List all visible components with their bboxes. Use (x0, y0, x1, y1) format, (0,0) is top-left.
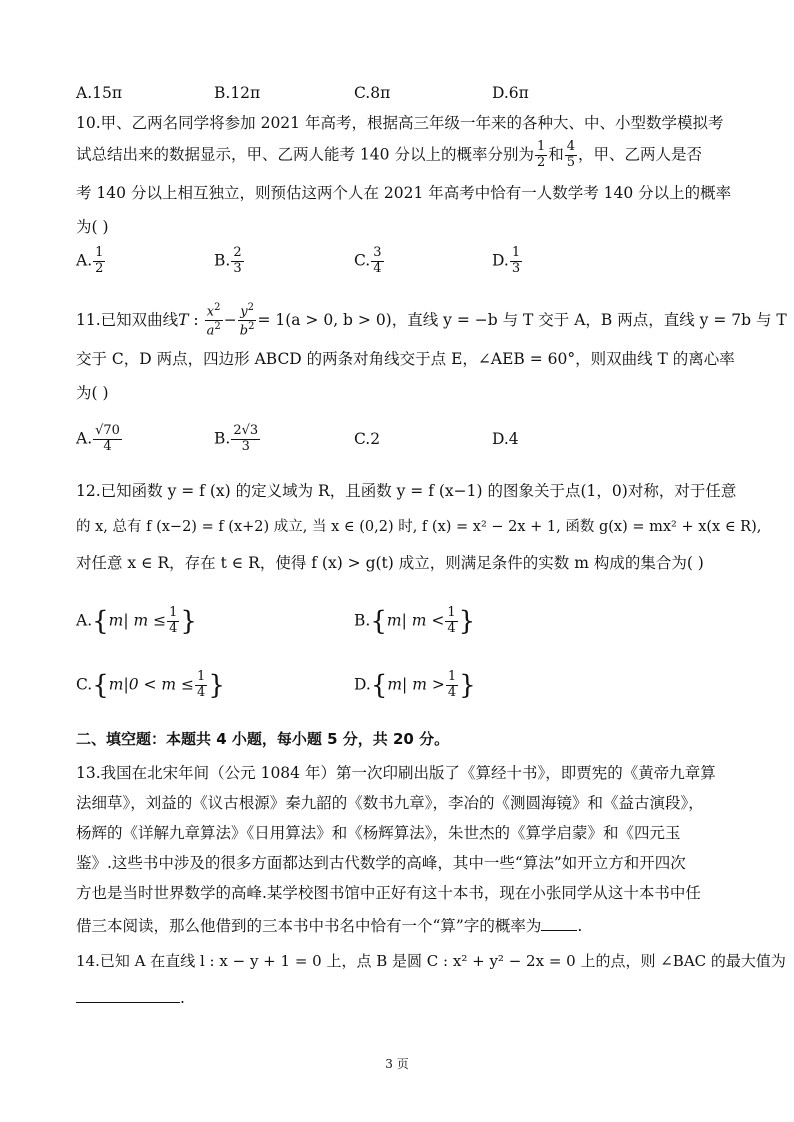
q13-line-5: 方也是当时世界数学的高峰.某学校图书馆中正好有这十本书，现在小张同学从这十本书中任 (76, 884, 701, 902)
q11-line-3: 为( ) (76, 384, 109, 402)
q11-line-2: 交于 C，D 两点，四边形 ABCD 的两条对角线交于点 E，∠AEB = 60°，则双曲线 T 的离心率 (76, 350, 735, 368)
section-heading: 二、填空题：本题共 4 小题，每小题 5 分，共 20 分。 (76, 730, 450, 748)
q10-prob-1: $\frac{1}{2}$ (536, 139, 546, 170)
q12-option-a: A.{m| m ≤ $\frac{1}{4}$ } (76, 605, 197, 637)
q9-option-d: D.6π (492, 84, 529, 102)
q14-line-1: 14.已知 A 在直线 l : x − y + 1 = 0 上，点 B 是圆 C : x² + y² − 2x = 0 上的点，则 ∠BAC 的最大值为 (76, 952, 786, 970)
q11-option-d: D.4 (492, 430, 519, 448)
q10-option-d: D. $\frac{1}{3}$ (492, 245, 521, 276)
q13-line-6: 借三本阅读，那么他借到的三本书中书名中恰有一个“算”字的概率为 . (76, 917, 583, 935)
q10-line-4: 为( ) (76, 218, 109, 236)
answer-blank (76, 988, 180, 1003)
q9-option-c: C.8π (354, 84, 391, 102)
q9-option-b: B.12π (214, 84, 261, 102)
q13-line-1: 13.我国在北宋年间（公元 1084 年）第一次印刷出版了《算经十书》，即贾宪的《黄帝九章算 (76, 764, 716, 782)
q10-option-a: A. $\frac{1}{2}$ (76, 245, 104, 276)
answer-blank (541, 916, 577, 931)
q13-line-3: 杨辉的《详解九章算法》《日用算法》和《杨辉算法》，朱世杰的《算学启蒙》和《四元玉 (76, 824, 681, 842)
q11-option-c: C.2 (354, 430, 381, 448)
q14-line-2: . (76, 988, 185, 1007)
q10-option-b: B. $\frac{2}{3}$ (214, 245, 242, 276)
q12-option-d: D.{m| m > $\frac{1}{4}$ } (354, 669, 476, 701)
page-number: 3 页 (385, 1057, 409, 1071)
q13-line-2: 法细草》，刘益的《议古根源》秦九韶的《数书九章》，李冶的《测圆海镜》和《益古演段》， (76, 794, 704, 812)
q9-option-a: A.15π (76, 84, 123, 102)
q12-line-2: 的 x, 总有 f (x−2) = f (x+2) 成立, 当 x ∈ (0,2) 时, f (x) = x² − 2x + 1, 函数 g(x) = mx² + x(x ∈ R), (76, 519, 762, 535)
q13-line-4: 鉴》.这些书中涉及的很多方面都达到古代数学的高峰，其中一些“算法”如开立方和开四次 (76, 854, 686, 872)
q10-line-2: 试总结出来的数据显示，甲、乙两人能考 140 分以上的概率分别为 $\frac{1}{2}$ 和 $\frac{4}{5}$ ，甲、乙两人是否 (76, 139, 703, 170)
q10-line-3: 考 140 分以上相互独立，则预估这两个人在 2021 年高考中恰有一人数学考 140 分以上的概率 (76, 184, 732, 202)
q12-line-1: 12.已知函数 y = f (x) 的定义域为 R，且函数 y = f (x−1) 的图象关于点(1，0)对称，对于任意 (76, 482, 737, 500)
q12-option-c: C.{m|0 < m ≤ $\frac{1}{4}$ } (76, 669, 225, 701)
q10-line-1: 10.甲、乙两名同学将参加 2021 年高考，根据高三年级一年来的各种大、中、小型数学模拟考 (76, 114, 724, 132)
q10-prob-2: $\frac{4}{5}$ (566, 139, 576, 170)
q11-option-a: A. $\frac{√70}{4}$ (76, 423, 120, 454)
q11-line-1: 11.已知双曲线T : $\frac{x^2}{a^2}$ − $\frac{y^2}{b^2}$ = 1(a > 0, b > 0)，直线 y = −b 与 T 交于 A，B 两点，直线 y = 7b 与 T (76, 302, 787, 339)
q12-line-3: 对任意 x ∈ R，存在 t ∈ R，使得 f (x) > g(t) 成立，则满足条件的实数 m 构成的集合为( ) (76, 554, 704, 572)
q12-option-b: B.{m| m < $\frac{1}{4}$ } (354, 605, 476, 637)
q11-option-b: B. $\frac{2√3}{3}$ (214, 423, 259, 454)
q10-option-c: C. $\frac{3}{4}$ (354, 245, 382, 276)
